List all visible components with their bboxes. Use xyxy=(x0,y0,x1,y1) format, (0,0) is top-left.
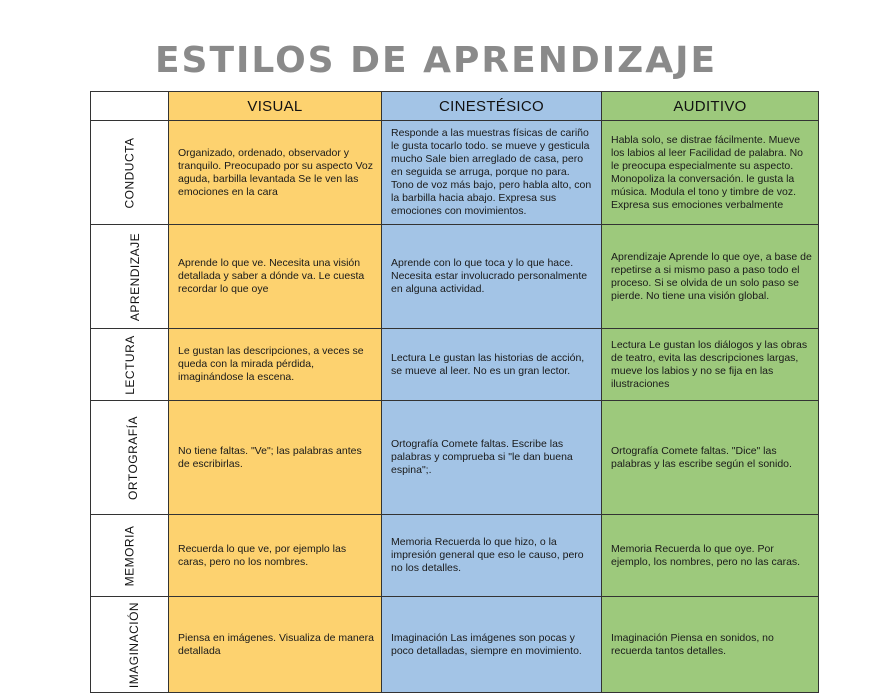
cell-text: Responde a las muestras físicas de cariño le gusta tocarlo todo. se mueve y gesticula mucho Sale bien arreglado de casa, pero en seguida se arruga, porque no para. Tono de voz más bajo, pero habla alto, con la barbilla hacia abajo. Expresa sus emociones con movimientos. xyxy=(391,127,592,217)
row-label-cell xyxy=(91,329,169,401)
row-label-cell xyxy=(91,401,169,515)
header-row xyxy=(91,92,819,121)
column-header-auditivo: AUDITIVO xyxy=(602,92,819,121)
row-label-cell xyxy=(91,121,169,225)
cell-text: Ortografía Comete faltas. "Dice" las palabras y las escribe según el sonido. xyxy=(611,444,792,470)
cell-text: Imaginación Las imágenes son pocas y poco detalladas, siempre en movimiento. xyxy=(391,631,582,657)
corner-cell xyxy=(91,92,169,121)
table-row-aprendizaje xyxy=(91,225,819,329)
cell-text: Memoria Recuerda lo que oye. Por ejemplo, los nombres, pero no las caras. xyxy=(611,542,801,568)
cell-cinestesico xyxy=(382,515,602,597)
cell-auditivo xyxy=(602,597,819,693)
row-label-cell xyxy=(91,225,169,329)
cell-visual xyxy=(169,121,382,225)
cell-visual xyxy=(169,597,382,693)
cell-auditivo xyxy=(602,401,819,515)
row-label: IMAGINACIÓN xyxy=(127,601,142,688)
row-label: LECTURA xyxy=(122,334,137,395)
cell-text: Memoria Recuerda lo que hizo, o la impresión general que eso le causo, pero no los detalles. xyxy=(391,536,584,574)
cell-cinestesico xyxy=(382,597,602,693)
row-label: APRENDIZAJE xyxy=(128,232,143,321)
table-row-conducta xyxy=(91,121,819,225)
cell-cinestesico xyxy=(382,121,602,225)
cell-auditivo xyxy=(602,225,819,329)
row-label: CONDUCTA xyxy=(122,136,137,209)
cell-text: Le gustan las descripciones, a veces se queda con la mirada pérdida, imaginándose la escena. xyxy=(178,345,364,383)
cell-text: Piensa en imágenes. Visualiza de manera detallada xyxy=(178,631,374,657)
cell-text: Lectura Le gustan las historias de acción, se mueve al leer. No es un gran lector. xyxy=(391,351,585,377)
table-row-lectura xyxy=(91,329,819,401)
cell-cinestesico xyxy=(382,401,602,515)
cell-text: Aprende con lo que toca y lo que hace. Necesita estar involucrado personalmente en alguna actividad. xyxy=(391,257,588,295)
cell-text: Imaginación Piensa en sonidos, no recuerda tantos detalles. xyxy=(611,631,774,657)
table-row-ortografia xyxy=(91,401,819,515)
cell-text: Recuerda lo que ve, por ejemplo las caras, pero no los nombres. xyxy=(178,542,347,568)
cell-cinestesico xyxy=(382,225,602,329)
cell-visual xyxy=(169,329,382,401)
cell-visual xyxy=(169,401,382,515)
column-header-cinestesico: CINESTÉSICO xyxy=(382,92,602,121)
cell-visual xyxy=(169,515,382,597)
cell-auditivo xyxy=(602,515,819,597)
row-label-cell xyxy=(91,597,169,693)
column-header-visual: VISUAL xyxy=(169,92,382,121)
row-label-cell xyxy=(91,515,169,597)
table-row-memoria xyxy=(91,515,819,597)
cell-text: Organizado, ordenado, observador y tranquilo. Preocupado por su aspecto Voz aguda, barbilla levantada Se le ven las emociones en la cara xyxy=(178,146,373,198)
row-label: MEMORIA xyxy=(122,525,137,586)
cell-text: Lectura Le gustan los diálogos y las obras de teatro, evita las descripciones largas, mueve los labios y no se fija en las ilustraciones xyxy=(611,338,808,390)
cell-text: Ortografía Comete faltas. Escribe las palabras y comprueba si "le dan buena espina";. xyxy=(391,438,573,476)
cell-text: Aprende lo que ve. Necesita una visión detallada y saber a dónde va. Le cuesta recordar lo que oye xyxy=(178,257,365,295)
cell-text: Aprendizaje Aprende lo que oye, a base de repetirse a si mismo paso a paso todo el proceso. Si se olvida de un solo paso se pierde. No tiene una visión global. xyxy=(611,250,812,302)
cell-visual xyxy=(169,225,382,329)
learning-styles-table xyxy=(90,91,819,693)
cell-text: Habla solo, se distrae fácilmente. Mueve los labios al leer Facilidad de palabra. No le preocupa especialmente su aspecto. Monopoliza la conversación. le gusta la música. Modula el tono y timbre de voz. Expresa sus emociones verbalmente xyxy=(611,133,804,211)
cell-cinestesico xyxy=(382,329,602,401)
cell-auditivo xyxy=(602,329,819,401)
row-label: ORTOGRAFÍA xyxy=(125,415,140,500)
page-title: ESTILOS DE APRENDIZAJE xyxy=(154,40,718,81)
cell-auditivo xyxy=(602,121,819,225)
cell-text: No tiene faltas. "Ve"; las palabras antes de escribirlas. xyxy=(178,444,362,470)
table-row-imaginacion xyxy=(91,597,819,693)
